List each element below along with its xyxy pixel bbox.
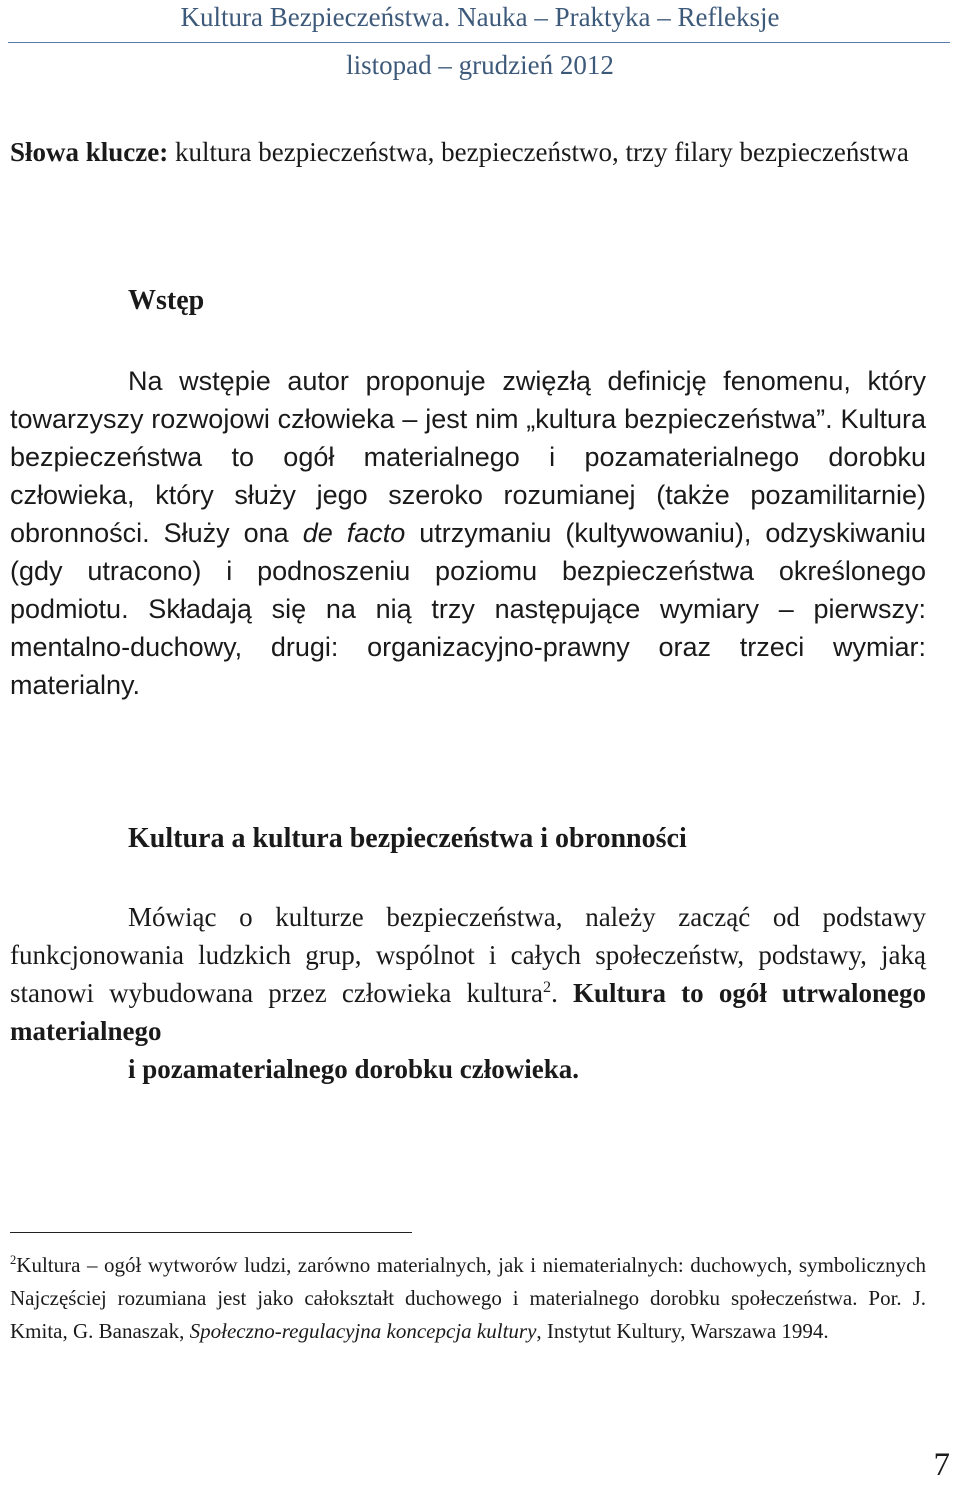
running-header-title: Kultura Bezpieczeństwa. Nauka – Praktyka – Refleksje [180, 2, 780, 32]
intro-text-a: Na wstępie autor proponuje zwięzłą definicję fenomenu, który towarzyszy rozwojowi człowieka – jest nim „kultura bezpieczeństwa”. Kultura bezpieczeństwa to ogół materialnego i pozamaterialnego dorobku człowieka, który służy jego szeroko rozumianej (także pozamilitarnie) obronności. Służy ona [10, 366, 926, 548]
culture-bold-text-b: i pozamaterialnego dorobku człowieka. [128, 1054, 579, 1084]
footnote-divider [10, 1232, 412, 1233]
section-heading-culture: Kultura a kultura bezpieczeństwa i obronności [128, 823, 687, 854]
footnote [10, 1249, 926, 1348]
footnote-book-title: Społeczno-regulacyjna koncepcja kultury [189, 1319, 537, 1343]
header-divider [8, 42, 950, 43]
page-number: 7 [933, 1447, 950, 1483]
intro-paragraph [10, 362, 926, 704]
culture-paragraph [10, 898, 926, 1088]
section-heading-intro: Wstęp [128, 285, 205, 316]
footnote-text-a: Kultura – ogół wytworów ludzi, zarówno materialnych, jak i niematerialnych: duchowych, symbolicznych Najczęściej rozumiana jest jako całokształt duchowego i materialnego dorobku społeczeństwa. Por. J. Kmita, G. Banaszak, [10, 1253, 926, 1343]
footnote-reference[interactable]: 2 [542, 978, 552, 996]
keywords [10, 133, 928, 171]
intro-text-b: utrzymaniu (kultywowaniu), odzyskiwaniu (gdy utracono) i podnoszeniu poziomu bezpieczeństwa określonego podmiotu. Składają się na nią trzy następujące wymiary – pierwszy: mentalno-duchowy, drugi: organizacyjno-prawny oraz trzeci wymiar: materialny. [10, 518, 926, 700]
intro-italic: de facto [302, 518, 406, 548]
footnote-text-b: , Instytut Kultury, Warszawa 1994. [536, 1319, 829, 1343]
running-header-issue: listopad – grudzień 2012 [346, 50, 614, 80]
culture-dot: . [551, 978, 573, 1008]
culture-text: Mówiąc o kulturze bezpieczeństwa, należy zacząć od podstawy funkcjonowania ludzkich grup, wspólnot i całych społeczeństw, podstawy, jaką stanowi wybudowana przez człowieka kultura [10, 902, 926, 1008]
footnote-number: 2 [10, 1253, 17, 1267]
culture-bold-text-a: Kultura to ogół utrwalonego materialnego [10, 978, 926, 1046]
keywords-text: kultura bezpieczeństwa, bezpieczeństwo, trzy filary bezpieczeństwa [168, 137, 909, 167]
keywords-label: Słowa klucze: [10, 137, 169, 167]
